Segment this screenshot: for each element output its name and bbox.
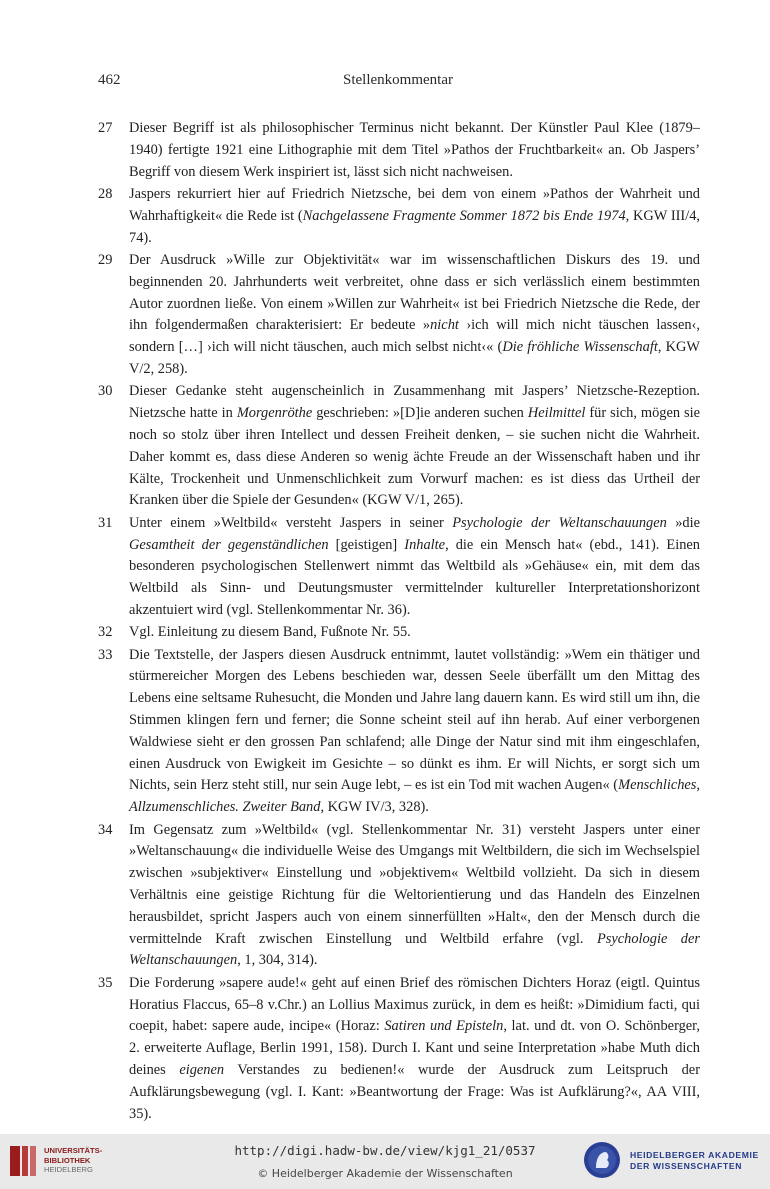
- note-text-segment: für sich, mögen sie noch so stolz über ihren Intellect und dessen Freiheit denken, – sie suchen nicht die Wahrheit. Daher kommt es, dass diese Anderen so wenig ächte Freude an der Wissenschaft haben und ihr Kälte, Trockenheit und Unmenschlichkeit zum Vorwurf machen: es ist diess das Urtheil der Kranken über die Spiele der Gesunden« (KGW V/1, 265).: [129, 405, 701, 509]
- note-text-segment: , 1, 304, 314).: [237, 952, 318, 969]
- note-number: 32: [98, 624, 113, 641]
- italic-title: Inhalte: [404, 536, 446, 553]
- ub-heidelberg-logo-icon: [8, 1144, 38, 1178]
- ub-logo-line2: BIBLIOTHEK: [44, 1155, 91, 1165]
- italic-title: eigenen: [179, 1062, 225, 1079]
- note-text: [129, 822, 700, 969]
- note-text-segment: geschrieben: »[D]ie anderen suchen: [312, 405, 528, 422]
- note-number: 27: [98, 120, 113, 136]
- note-text-segment: [geistigen]: [328, 536, 405, 553]
- note-text: [129, 975, 700, 1122]
- note-text-segment: Die Textstelle, der Jaspers diesen Ausdruck entnimmt, lautet vollständig: »Wem ein thätiger und stürmereicher Morgen des Lebens beschieden war, dessen Seele überfällt um den Mittag des Lebens eine seltsame Ruhesucht, die Monden und Jahre lang dauern kann. Es wird still um ihn, die Stimmen klingen fern und ferner; die Sonne scheint steil auf ihn herab. Auf einer verborgenen Waldwiese sieht er den grossen Pan schlafend; alle Dinge der Natur sind mit ihm eingeschlafen, einen Ausdruck von Ewigkeit im Gesichte – so dünkt es ihm. Er will Nichts, er sorgt sich um Nichts, sein Herz steht still, nur sein Auge lebt, – es ist ein Tod mit wachen Augen« (: [129, 646, 700, 794]
- note-text-segment: »die: [666, 514, 701, 531]
- commentary-note: [98, 820, 700, 973]
- ub-logo-line1: UNIVERSITÄTS-: [44, 1146, 103, 1155]
- note-text: [129, 252, 700, 377]
- italic-title: nicht: [430, 317, 459, 334]
- note-text: [129, 120, 700, 180]
- note-text-segment: Verstandes zu bedienen!« wurde der Ausdruck zum Leitspruch der Aufklärungsbewegung (vgl. I. Kant: »Beantwortung der Frage: Was ist Aufklärung?«, AA VIII, 35).: [129, 1062, 700, 1122]
- note-text-segment: , KGW III/4, 74).: [129, 207, 701, 246]
- ub-heidelberg-logo[interactable]: [8, 1142, 128, 1182]
- note-number: 28: [98, 185, 113, 202]
- note-text: [129, 515, 700, 618]
- commentary-notes: [98, 118, 700, 1126]
- note-text: [129, 647, 700, 816]
- note-text-segment: Der Ausdruck »Wille zur Objektivität« war im wissenschaftlichen Diskurs des 19. und beginnenden 20. Jahrhunderts weit verbreitet, ohne dass er sich verlässlich einem bestimmten Autor zuordnen ließe. Von einem »Willen zur Wahrheit« ist bei Friedrich Nietzsche die Rede, der ihn folgendermaßen charakterisiert: Er bedeute »: [129, 251, 700, 334]
- note-number: 29: [98, 251, 113, 268]
- note-text-segment: Die Forderung »sapere aude!« geht auf einen Brief des römischen Dichters Horaz (eigtl. Quintus Horatius Flaccus, 65–8 v.Chr.) an Lollius Maximus zurück, in dem es heißt: »Dimidium facti, qui coepit, habet: sapere aude, incipe« (Horaz:: [129, 974, 700, 1035]
- note-number: 30: [98, 383, 113, 400]
- commentary-note: [98, 622, 700, 644]
- permalink-url[interactable]: http://digi.hadw-bw.de/view/kjg1_21/0537: [234, 1143, 536, 1158]
- note-number: 34: [98, 821, 113, 838]
- italic-title: Psychologie der Weltanschauungen: [452, 514, 667, 531]
- italic-title: Psychologie der Weltanschauungen: [129, 930, 700, 969]
- commentary-note: [98, 118, 700, 183]
- academy-logo[interactable]: [582, 1140, 762, 1184]
- commentary-note: [98, 645, 700, 819]
- ub-logo-text: [44, 1146, 102, 1175]
- note-text-segment: , lat. und dt. von O. Schönberger, 2. erweiterte Auflage, Berlin 1991, 158). Durch I. Kant und seine Interpretation »habe Muth dich deines: [129, 1018, 700, 1079]
- italic-title: Satiren und Episteln: [384, 1018, 504, 1035]
- italic-title: Heilmittel: [527, 405, 586, 422]
- italic-title: Gesamtheit der gegenständlichen: [129, 536, 329, 553]
- commentary-note: [98, 184, 700, 249]
- note-text-segment: ›ich will mich nicht täuschen lassen‹, sondern […] ›ich will nicht täuschen, auch mich selbst nicht‹« (: [129, 317, 700, 356]
- italic-title: Menschliches, Allzumenschliches. Zweiter Band: [129, 777, 700, 816]
- italic-title: Morgenröthe: [236, 405, 313, 422]
- note-text-segment: Jaspers rekurriert hier auf Friedrich Nietzsche, bei dem von einem »Pathos der Wahrheit und Wahrhaftigkeit« die Rede ist (: [129, 185, 700, 224]
- note-text: [129, 624, 411, 640]
- running-head: Stellenkommentar: [343, 72, 453, 88]
- note-text-segment: , die ein Mensch hat« (ebd., 141). Einen besonderen psychologischen Stellenwert nimmt das Weltbild als »Gehäuse« ein, mit dem das Weltbild als Sinn- und Deutungsmuster vermittelnder kultureller Interpretationshorizont akzentuiert wird (vgl. Stellenkommentar Nr. 36).: [129, 536, 700, 618]
- note-number: 35: [98, 974, 113, 991]
- note-text-segment: Vgl. Einleitung zu diesem Band, Fußnote Nr. 55.: [129, 624, 411, 641]
- note-text: [129, 186, 700, 246]
- italic-title: Die fröhliche Wissenschaft: [502, 339, 658, 356]
- note-text-segment: Unter einem »Weltbild« versteht Jaspers in seiner: [129, 514, 453, 531]
- note-number: 31: [98, 514, 113, 531]
- note-text-segment: , KGW IV/3, 328).: [320, 799, 429, 816]
- commentary-note: [98, 513, 700, 622]
- ub-logo-line3: HEIDELBERG: [44, 1165, 93, 1175]
- page-number: 462: [98, 72, 121, 88]
- note-text: [129, 383, 700, 508]
- academy-seal-icon: [582, 1140, 622, 1180]
- academy-logo-line1: HEIDELBERGER AKADEMIE: [630, 1150, 759, 1160]
- note-text-segment: Im Gegensatz zum »Weltbild« (vgl. Stellenkommentar Nr. 31) versteht Jaspers unter einer »Weltanschauung« die individuelle Weise des Umgangs mit Weltbildern, die sich im Wechselspiel zwischen »subjektiver« Einstellung und »objektivem« Weltbild vollzieht. Da sich in diesem Verhältnis eine geistige Richtung für die Weltorientierung und das Handeln des Einzelnen herausbildet, spricht Jaspers auch von einem sinnerfüllten »Halt«, den der Mensch durch die vermittelnde Kraft zwischen Einstellung und Weltbild erfahre (vgl.: [129, 821, 700, 947]
- note-text-segment: Dieser Gedanke steht augenscheinlich in Zusammenhang mit Jaspers’ Nietzsche-Rezeption. Nietzsche hatte in: [129, 383, 700, 422]
- commentary-note: [98, 250, 700, 381]
- commentary-note: [98, 381, 700, 512]
- italic-title: Nachgelassene Fragmente Sommer 1872 bis Ende 1974: [302, 207, 626, 224]
- note-text-segment: , KGW V/2, 258).: [129, 339, 700, 377]
- commentary-note: [98, 973, 700, 1126]
- academy-logo-line2: DER WISSENSCHAFTEN: [630, 1161, 743, 1171]
- page-header: [98, 72, 698, 94]
- note-number: 33: [98, 646, 113, 663]
- note-text-segment: Dieser Begriff ist als philosophischer Terminus nicht bekannt. Der Künstler Paul Klee (1879–1940) fertigte 1921 eine Lithographie mit dem Titel »Pathos der Fruchtbarkeit« an. Ob Jaspers’ Begriff von diesem Werk inspiriert ist, lässt sich nicht nachweisen.: [129, 120, 700, 180]
- copyright-notice: © Heidelberger Akademie der Wissenschaften: [257, 1167, 513, 1180]
- academy-logo-text: [630, 1150, 759, 1172]
